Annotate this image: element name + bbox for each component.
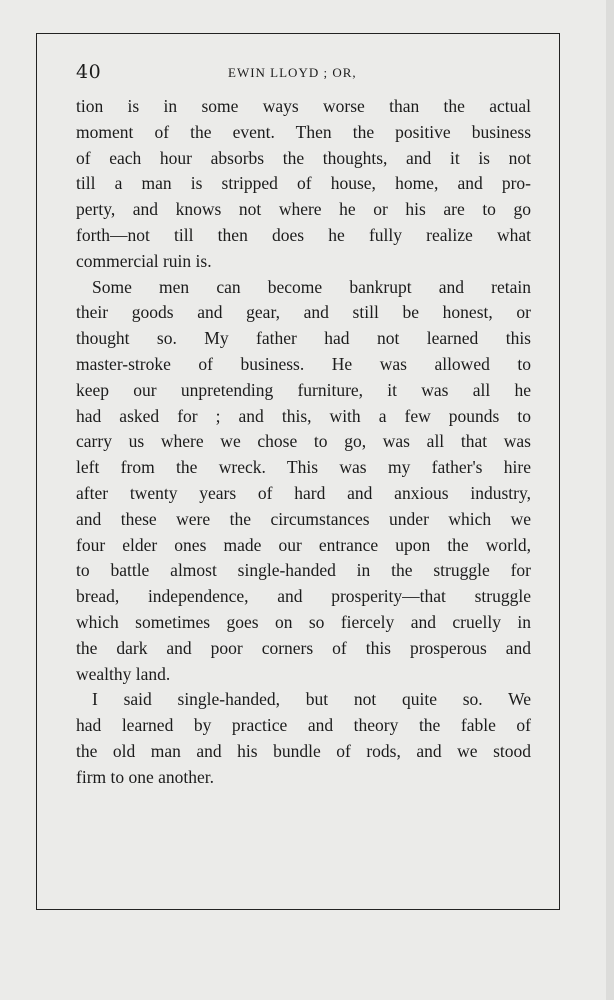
text-line: of each hour absorbs the thoughts, and it is not xyxy=(76,147,531,168)
page-number: 40 xyxy=(76,61,102,83)
text-line: left from the wreck. This was my father's hire xyxy=(76,457,531,478)
text-line: wealthy land. xyxy=(76,663,171,684)
text-line: four elder ones made our entrance upon the world, xyxy=(76,534,531,555)
text-line: Some men can become bankrupt and retain xyxy=(92,276,531,297)
running-head: EWIN LLOYD ; OR, xyxy=(228,65,357,80)
text-line: forth—not till then does he fully realize what xyxy=(76,224,531,245)
text-line: till a man is stripped of house, home, and pro- xyxy=(76,173,531,194)
text-line: tion is in some ways worse than the actual xyxy=(76,96,531,116)
text-line: I said single-handed, but not quite so. We xyxy=(92,689,531,710)
text-line: the dark and poor corners of this prosperous and xyxy=(76,637,531,658)
text-line: commercial ruin is. xyxy=(76,250,212,271)
text-line: after twenty years of hard and anxious industry, xyxy=(76,482,531,503)
text-line: and these were the circumstances under which we xyxy=(76,508,531,529)
text-line: bread, independence, and prosperity—that struggle xyxy=(76,586,531,607)
text-line: perty, and knows not where he or his are to go xyxy=(76,199,531,220)
text-line: had asked for ; and this, with a few pounds to xyxy=(76,405,531,426)
text-line: the old man and his bundle of rods, and we stood xyxy=(76,740,531,761)
text-line: had learned by practice and theory the fable of xyxy=(76,715,531,736)
page-edge xyxy=(606,0,614,1000)
text-line: master-stroke of business. He was allowed to xyxy=(76,353,531,374)
text-line: carry us where we chose to go, was all that was xyxy=(76,431,531,452)
text-line: which sometimes goes on so fiercely and cruelly in xyxy=(76,611,531,632)
text-line: firm to one another. xyxy=(76,766,215,787)
text-line: moment of the event. Then the positive business xyxy=(76,121,531,142)
page-header xyxy=(76,60,536,86)
text-line: their goods and gear, and still be honest, or xyxy=(76,302,531,323)
text-line: keep our unpretending furniture, it was all he xyxy=(76,379,531,400)
text-line: thought so. My father had not learned this xyxy=(76,328,531,349)
text-line: to battle almost single-handed in the struggle for xyxy=(76,560,531,581)
body-text xyxy=(76,94,531,791)
